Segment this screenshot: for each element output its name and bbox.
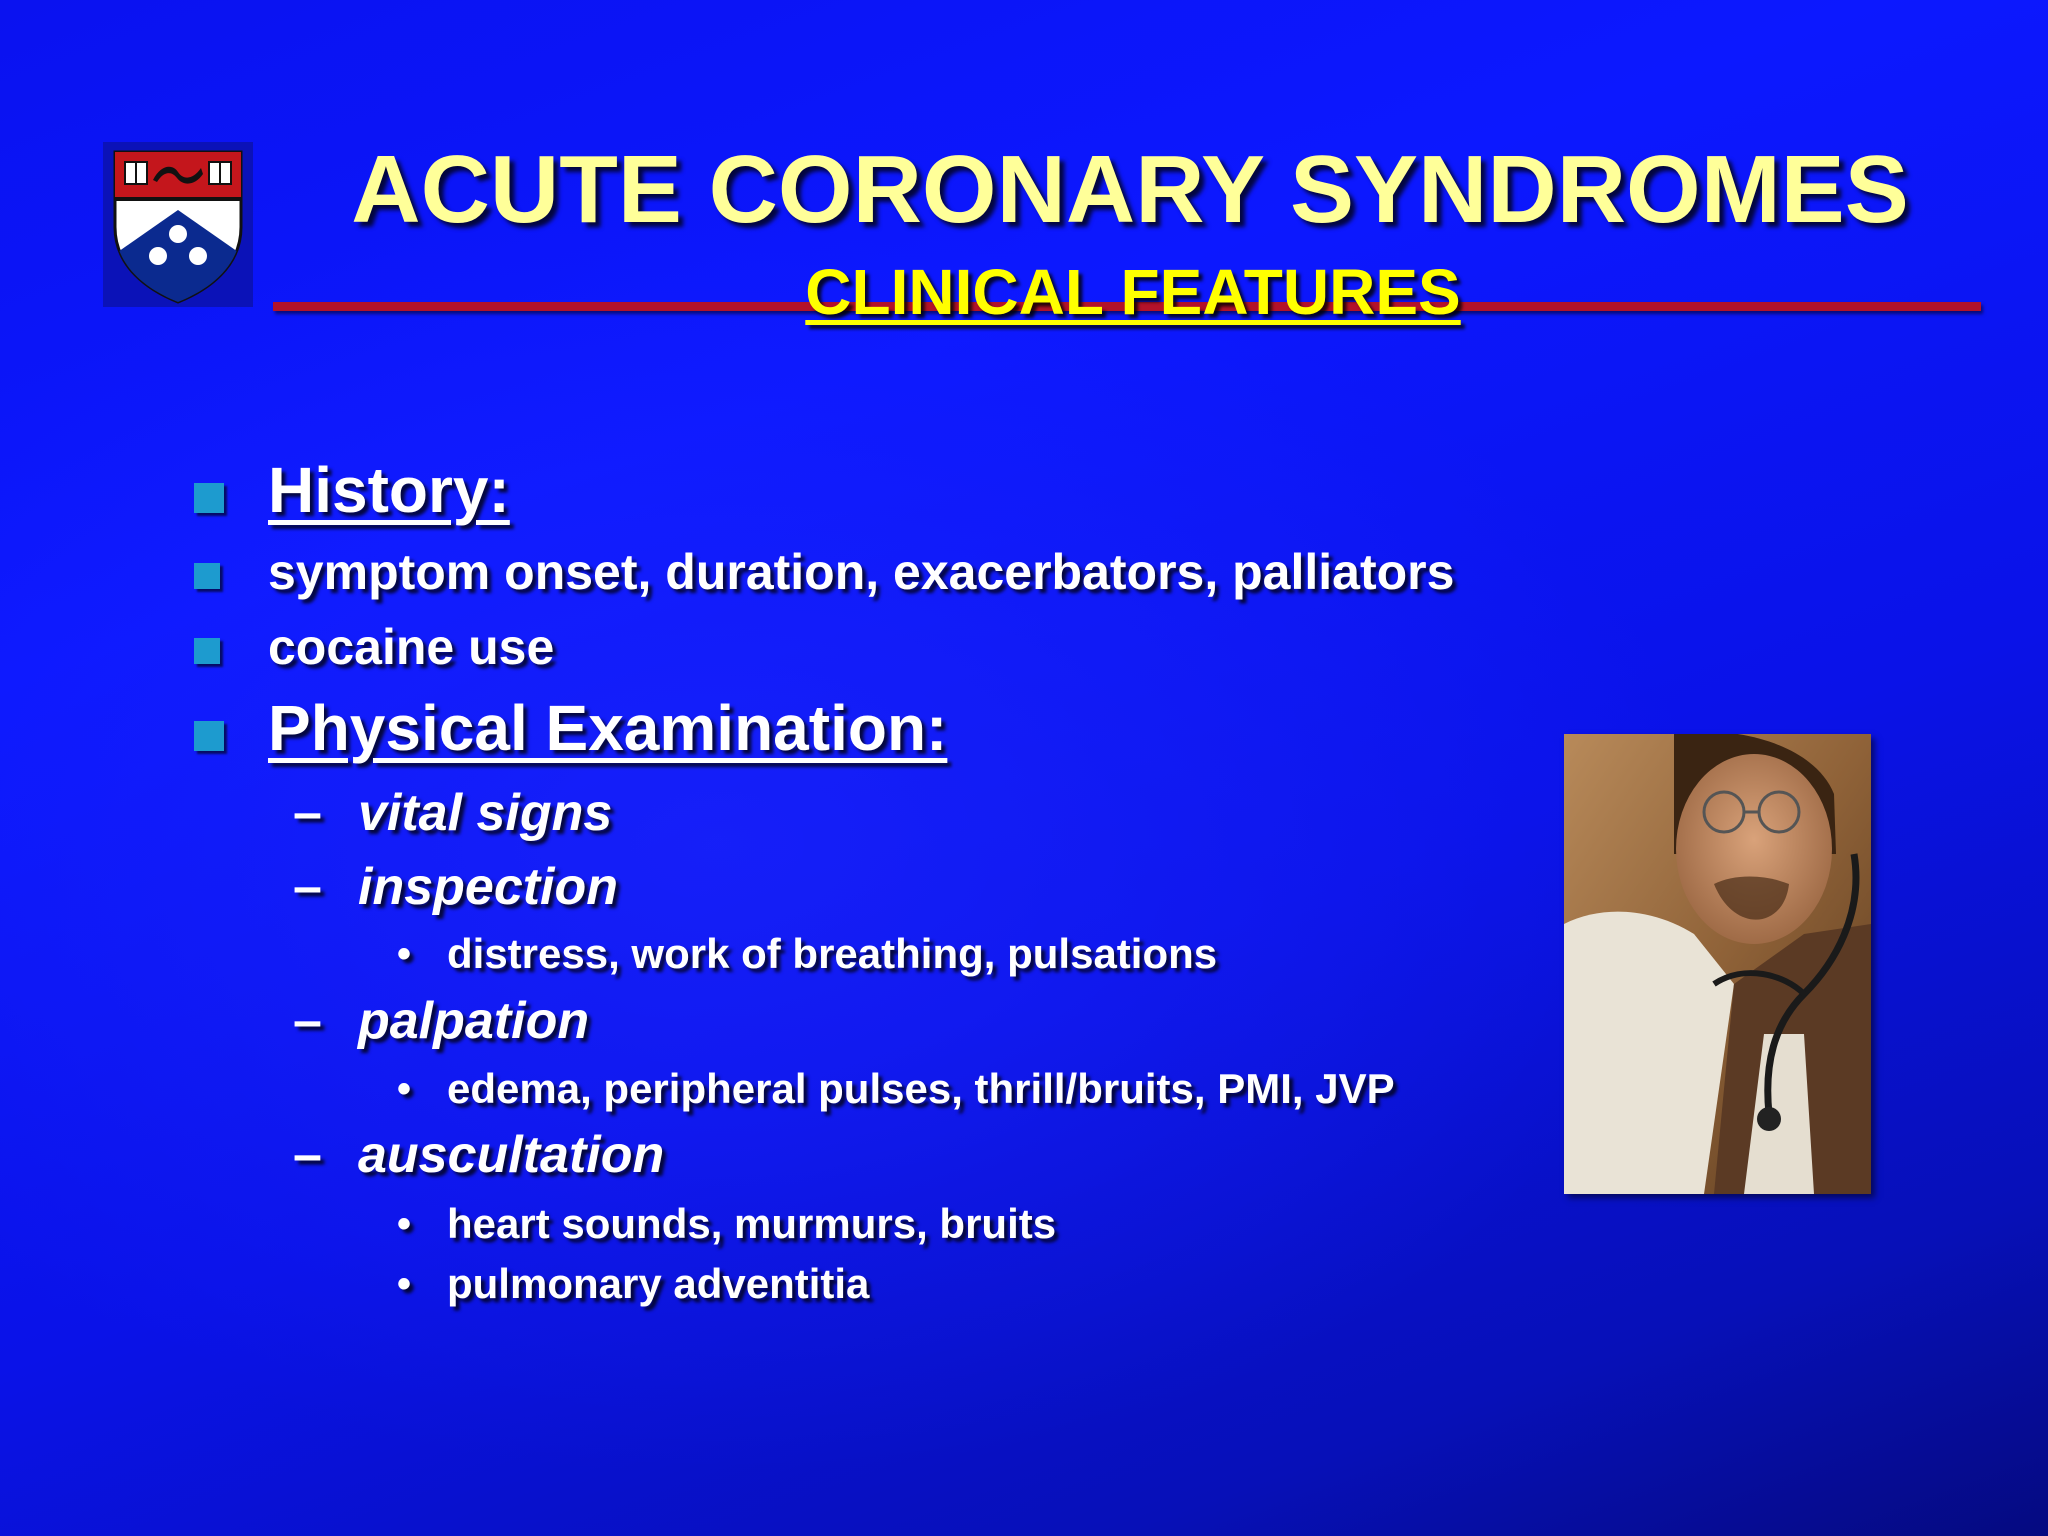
inspection-item: inspection xyxy=(358,858,619,916)
cocaine-item: cocaine use xyxy=(268,619,555,675)
dash-marker: – xyxy=(293,1126,322,1184)
dash-marker: – xyxy=(293,858,322,916)
dot-marker: • xyxy=(397,1202,412,1246)
palpation-item: palpation xyxy=(358,992,590,1050)
dot-marker: • xyxy=(397,932,412,976)
dot-marker: • xyxy=(397,1262,412,1306)
slide-title: ACUTE CORONARY SYNDROMES xyxy=(351,136,1909,243)
bullet-square-icon xyxy=(194,563,220,589)
dash-marker: – xyxy=(293,992,322,1050)
doctor-stethoscope-photo xyxy=(1564,734,1871,1194)
auscultation-item: auscultation xyxy=(358,1126,665,1184)
dash-marker: – xyxy=(293,784,322,842)
vital-signs-item: vital signs xyxy=(358,784,613,842)
physical-exam-heading: Physical Examination: xyxy=(268,692,948,764)
bullet-square-icon xyxy=(194,638,220,664)
auscultation-detail: pulmonary adventitia xyxy=(447,1260,870,1307)
symptom-item: symptom onset, duration, exacerbators, palliators xyxy=(268,544,1455,600)
auscultation-detail: heart sounds, murmurs, bruits xyxy=(447,1200,1057,1247)
inspection-detail: distress, work of breathing, pulsations xyxy=(447,930,1218,977)
slide-subtitle xyxy=(230,255,2036,329)
slide-subtitle-text: CLINICAL FEATURES xyxy=(805,256,1461,328)
history-heading: History: xyxy=(268,454,510,526)
bullet-square-icon xyxy=(194,483,224,513)
dot-marker: • xyxy=(397,1067,412,1111)
bullet-square-icon xyxy=(194,721,224,751)
palpation-detail: edema, peripheral pulses, thrill/bruits, PMI, JVP xyxy=(447,1065,1395,1112)
